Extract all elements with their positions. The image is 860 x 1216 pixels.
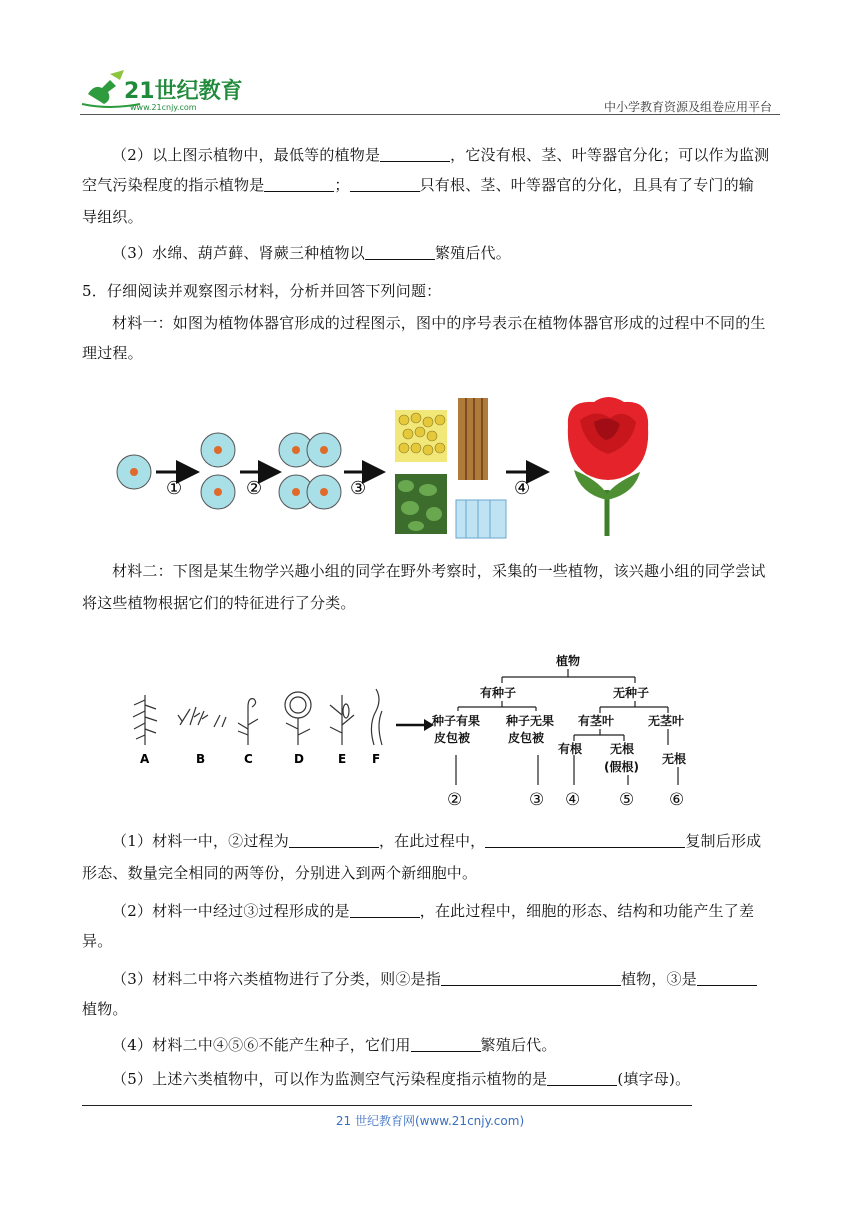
plant-classification-figure (120, 645, 710, 815)
logo-text: 21世纪教育 (124, 79, 243, 104)
header-divider (80, 114, 780, 115)
step-1-label: ① (166, 478, 183, 499)
q5-sub1: （1）材料一中，②过程为 ，在此过程中， 复制后形成 (112, 832, 762, 850)
has-root-label: 有根 (558, 742, 583, 756)
q5-title: 5．仔细阅读并观察图示材料，分析并回答下列问题： (82, 282, 442, 300)
q5-sub2-line2: 异。 (82, 932, 113, 950)
q5-sub3: （3）材料二中将六类植物进行了分类，则②是指 植物，③是 (82, 964, 782, 994)
material1-text: 材料一：如图为植物体器官形成的过程图示，图中的序号表示在植物体器官形成的过程中不同的生 (112, 314, 766, 332)
answer-blank[interactable] (289, 831, 379, 848)
plant-label-a: A (140, 752, 150, 766)
q4-part2-line2: 空气污染程度的指示植物是 ； 只有根、茎、叶等器官的分化，且具有了专门的输 (82, 176, 755, 194)
logo-subtext: www.21cnjy.com (130, 103, 197, 112)
plant-label-b: B (196, 752, 206, 766)
plant-sketches (133, 689, 382, 745)
two-cells (201, 433, 235, 509)
seed-nofruit-label: 种子无果 (506, 714, 555, 728)
seed-nofruit-label-2: 皮包被 (508, 731, 545, 745)
fake-root-label: (假根) (604, 760, 639, 774)
has-seed-label: 有种子 (480, 686, 517, 700)
footer-text[interactable]: 21 世纪教育网(www.21cnjy.com) (335, 1114, 525, 1128)
single-cell (117, 455, 151, 489)
answer-blank[interactable] (264, 175, 334, 192)
q4-part2: （2）以上图示植物中，最低等的植物是 ，它没有根、茎、叶等器官分化；可以作为监测 (112, 146, 770, 164)
step-3-label: ③ (350, 478, 367, 499)
q4-part3: （3）水绵、葫芦藓、肾蕨三种植物以 繁殖后代。 (112, 244, 511, 262)
tree-num-2: ② (447, 790, 463, 810)
tissue-images (395, 398, 506, 538)
tree-num-3: ③ (529, 790, 545, 810)
no-root-label: 无根 (610, 742, 635, 756)
answer-blank[interactable] (547, 1069, 617, 1086)
plant-label-f: F (372, 752, 381, 766)
answer-blank[interactable] (485, 831, 685, 848)
header-platform-text: 中小学教育资源及组卷应用平台 (603, 100, 772, 114)
material2-text: 材料二：下图是某生物学兴趣小组的同学在野外考察时，采集的一些植物，该兴趣小组的同学尝试 (112, 562, 766, 580)
answer-blank[interactable] (365, 243, 435, 260)
tree-num-4: ④ (565, 790, 581, 810)
no-stem-leaf-label: 无茎叶 (648, 714, 685, 728)
four-cells (279, 433, 341, 509)
material1-text-line2: 理过程。 (82, 344, 143, 362)
footer-divider (82, 1105, 692, 1106)
plant-label-e: E (338, 752, 347, 766)
tree-num-6: ⑥ (669, 790, 685, 810)
no-seed-label: 无种子 (613, 686, 650, 700)
step-2-label: ② (246, 478, 263, 499)
rose-flower-image (568, 397, 648, 536)
stem-leaf-label: 有茎叶 (578, 714, 615, 728)
organ-formation-figure (110, 390, 670, 540)
q4-part2-line3: 导组织。 (82, 208, 143, 226)
site-logo (80, 66, 250, 114)
q5-sub1-line2: 形态、数量完全相同的两等份，分别进入到两个新细胞中。 (82, 864, 478, 882)
material2-text-line2: 将这些植物根据它们的特征进行了分类。 (82, 594, 356, 612)
answer-blank[interactable] (380, 145, 450, 162)
seed-fruit-label: 种子有果 (432, 714, 481, 728)
answer-blank[interactable] (697, 969, 757, 986)
no-root-label-2: 无根 (662, 752, 687, 766)
seed-fruit-label-2: 皮包被 (434, 731, 471, 745)
plant-label-c: C (244, 752, 253, 766)
answer-blank[interactable] (350, 901, 420, 918)
tree-root-label: 植物 (556, 654, 581, 668)
q5-sub5: （5）上述六类植物中，可以作为监测空气污染程度指示植物的是 (填字母)。 (112, 1070, 691, 1088)
answer-blank[interactable] (441, 969, 621, 986)
q5-sub3-line2: 植物。 (82, 1000, 128, 1018)
q5-sub4: （4）材料二中④⑤⑥不能产生种子，它们用 繁殖后代。 (112, 1036, 557, 1054)
answer-blank[interactable] (350, 175, 420, 192)
q5-sub2: （2）材料一中经过③过程形成的是 ，在此过程中，细胞的形态、结构和功能产生了差 (112, 902, 755, 920)
tree-num-5: ⑤ (619, 790, 635, 810)
answer-blank[interactable] (411, 1035, 481, 1052)
plant-label-d: D (294, 752, 304, 766)
step-4-label: ④ (514, 478, 531, 499)
